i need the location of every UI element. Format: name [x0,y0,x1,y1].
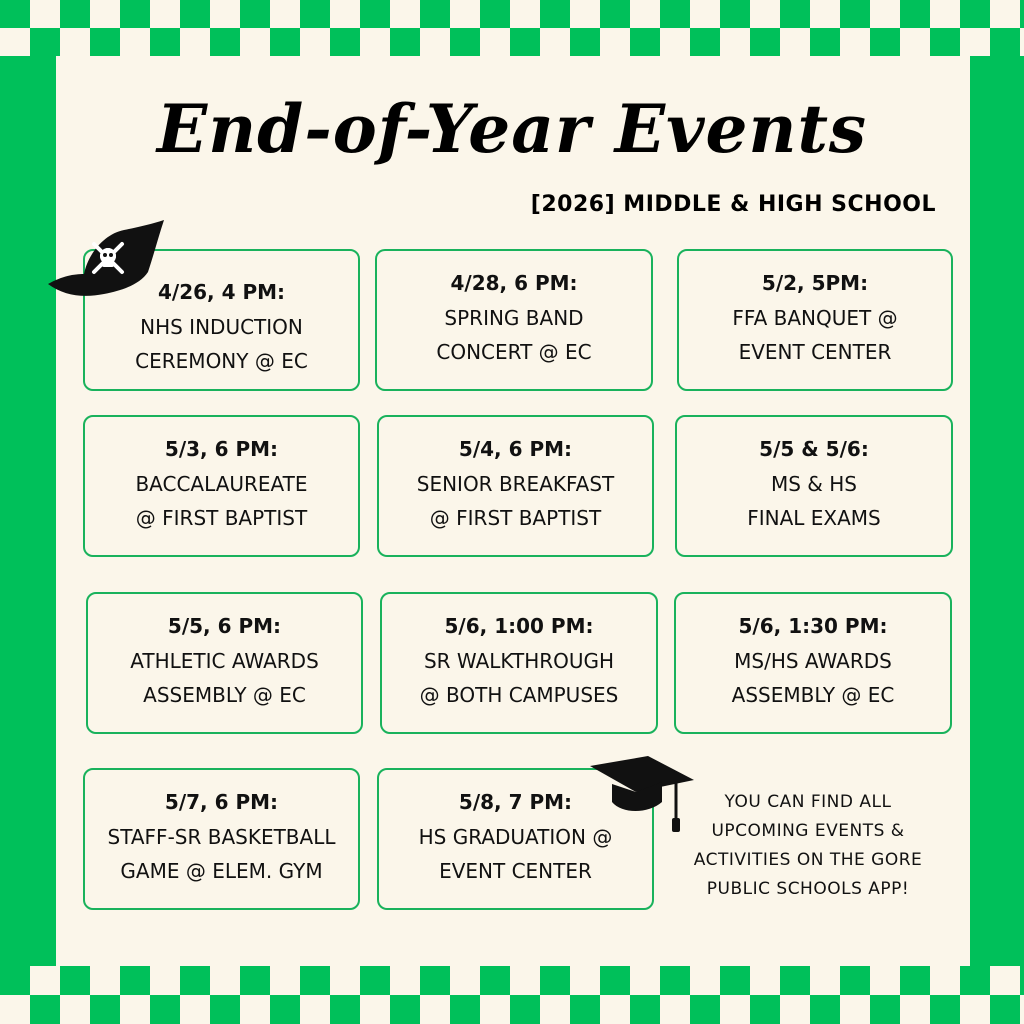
event-line-1: SENIOR BREAKFAST [416,472,615,496]
pirate-hat-icon [44,214,166,304]
checker-bottom-pattern [0,966,1024,1024]
event-line-1: NHS INDUCTION [140,315,303,339]
event-line-2: FINAL EXAMS [747,506,881,530]
event-date-time: 5/2, 5PM: [761,271,869,295]
graduation-cap-icon [588,752,696,840]
event-date-time: 5/5, 6 PM: [167,614,282,638]
event-card [86,592,363,734]
event-line-2: @ FIRST BAPTIST [429,506,602,530]
note-line-1: YOU CAN FIND ALL [724,792,892,812]
event-line-2: EVENT CENTER [738,340,892,364]
event-line-1: BACCALAUREATE [135,472,308,496]
side-border-left [0,56,56,966]
event-card [380,592,658,734]
event-date-time: 5/6, 1:00 PM: [444,614,594,638]
event-line-1: STAFF-SR BASKETBALL [107,825,336,849]
event-date-time: 4/28, 6 PM: [450,271,578,295]
note-line-2: UPCOMING EVENTS & [711,821,905,841]
side-border-right [970,56,1024,966]
event-date-time: 5/4, 6 PM: [458,437,573,461]
checker-top-pattern [0,0,1024,56]
event-line-1: HS GRADUATION @ [418,825,613,849]
event-line-1: ATHLETIC AWARDS [130,649,319,673]
page-subtitle: [2026] MIDDLE & HIGH SCHOOL [530,192,936,217]
checker-border-top [0,0,1024,56]
event-date-time: 4/26, 4 PM: [157,280,286,304]
event-line-1: FFA BANQUET @ [732,306,898,330]
event-line-1: SPRING BAND [444,306,584,330]
note-line-4: PUBLIC SCHOOLS APP! [706,879,910,899]
note-line-3: ACTIVITIES ON THE GORE [693,850,923,870]
event-card [675,415,953,557]
event-line-2: GAME @ ELEM. GYM [120,859,323,883]
event-date-time: 5/5 & 5/6: [759,437,869,461]
app-note [672,788,944,904]
event-card [377,415,654,557]
event-line-2: ASSEMBLY @ EC [731,683,895,707]
event-card [375,249,653,391]
event-date-time: 5/8, 7 PM: [458,790,573,814]
event-line-2: @ BOTH CAMPUSES [419,683,619,707]
event-card [674,592,952,734]
event-line-2: EVENT CENTER [439,859,592,883]
checker-border-bottom [0,966,1024,1024]
page-title: End-of-Year Events [156,90,868,168]
event-line-2: CONCERT @ EC [436,340,592,364]
event-date-time: 5/6, 1:30 PM: [738,614,888,638]
event-card [83,768,360,910]
event-line-2: @ FIRST BAPTIST [135,506,308,530]
event-date-time: 5/7, 6 PM: [164,790,279,814]
event-line-1: MS/HS AWARDS [734,649,892,673]
event-line-2: ASSEMBLY @ EC [143,683,306,707]
event-line-1: SR WALKTHROUGH [423,649,615,673]
event-line-1: MS & HS [771,472,857,496]
event-date-time: 5/3, 6 PM: [164,437,279,461]
event-card [83,415,360,557]
event-card [677,249,953,391]
event-line-2: CEREMONY @ EC [135,349,308,373]
